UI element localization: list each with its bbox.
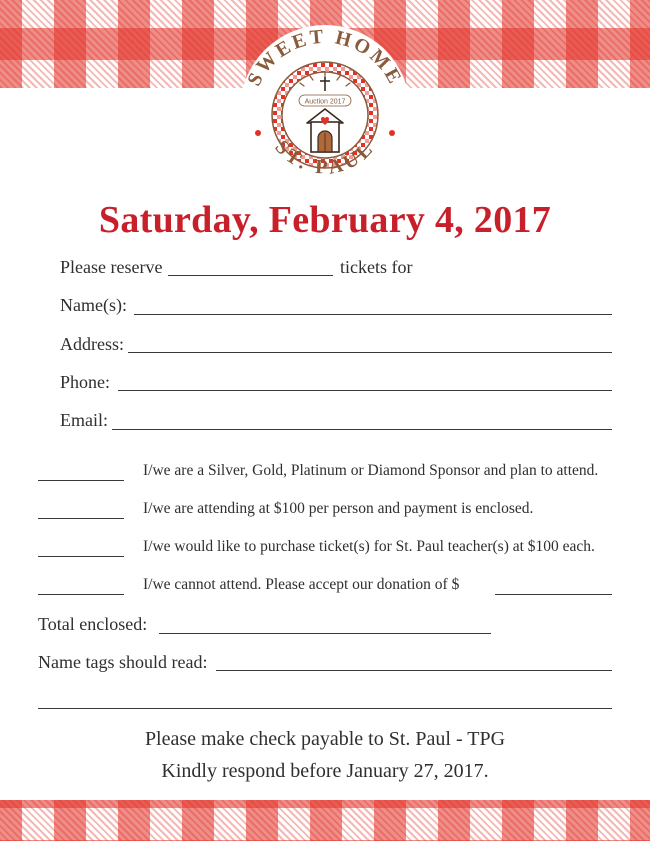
gingham-border-bottom	[0, 800, 650, 841]
address-label: Address:	[60, 334, 124, 354]
ticket-count-field[interactable]	[168, 275, 333, 276]
logo-arc-top: SWEET HOME	[243, 25, 407, 90]
total-enclosed-label: Total enclosed:	[38, 614, 148, 634]
logo-badge-text: Auction 2017	[304, 98, 346, 106]
option-attending-blank[interactable]	[38, 518, 124, 519]
phone-field[interactable]	[118, 390, 612, 391]
option-donation-blank[interactable]	[38, 594, 124, 595]
option-sponsor-text: I/we are a Silver, Gold, Platinum or Diamond Sponsor and plan to attend.	[143, 462, 599, 479]
total-enclosed-field[interactable]	[159, 633, 491, 634]
email-label: Email:	[60, 410, 108, 430]
reserve-prefix-label: Please reserve	[60, 257, 163, 277]
phone-label: Phone:	[60, 372, 111, 392]
name-tags-label: Name tags should read:	[38, 652, 208, 672]
respond-by-note: Kindly respond before January 27, 2017.	[161, 760, 489, 782]
donation-amount-field[interactable]	[495, 594, 612, 595]
name-tags-field[interactable]	[216, 670, 612, 671]
address-field[interactable]	[128, 352, 612, 353]
logo-arc-bottom: ST. PAUL	[270, 136, 380, 179]
names-field[interactable]	[134, 314, 612, 315]
option-donation-text: I/we cannot attend. Please accept our donation of $	[143, 576, 460, 593]
option-teacher-blank[interactable]	[38, 556, 124, 557]
name-tags-extra-line[interactable]	[38, 708, 612, 709]
option-attending-text: I/we are attending at $100 per person and payment is enclosed.	[143, 500, 534, 517]
names-label: Name(s):	[60, 295, 127, 315]
email-field[interactable]	[112, 429, 612, 430]
check-payable-note: Please make check payable to St. Paul - TPG	[144, 728, 506, 750]
option-teacher-text: I/we would like to purchase ticket(s) for St. Paul teacher(s) at $100 each.	[143, 538, 595, 555]
event-date-heading: Saturday, February 4, 2017	[98, 199, 552, 241]
sweet-home-st-paul-logo	[225, 15, 425, 205]
reserve-suffix-label: tickets for	[340, 257, 413, 277]
option-sponsor-blank[interactable]	[38, 480, 124, 481]
